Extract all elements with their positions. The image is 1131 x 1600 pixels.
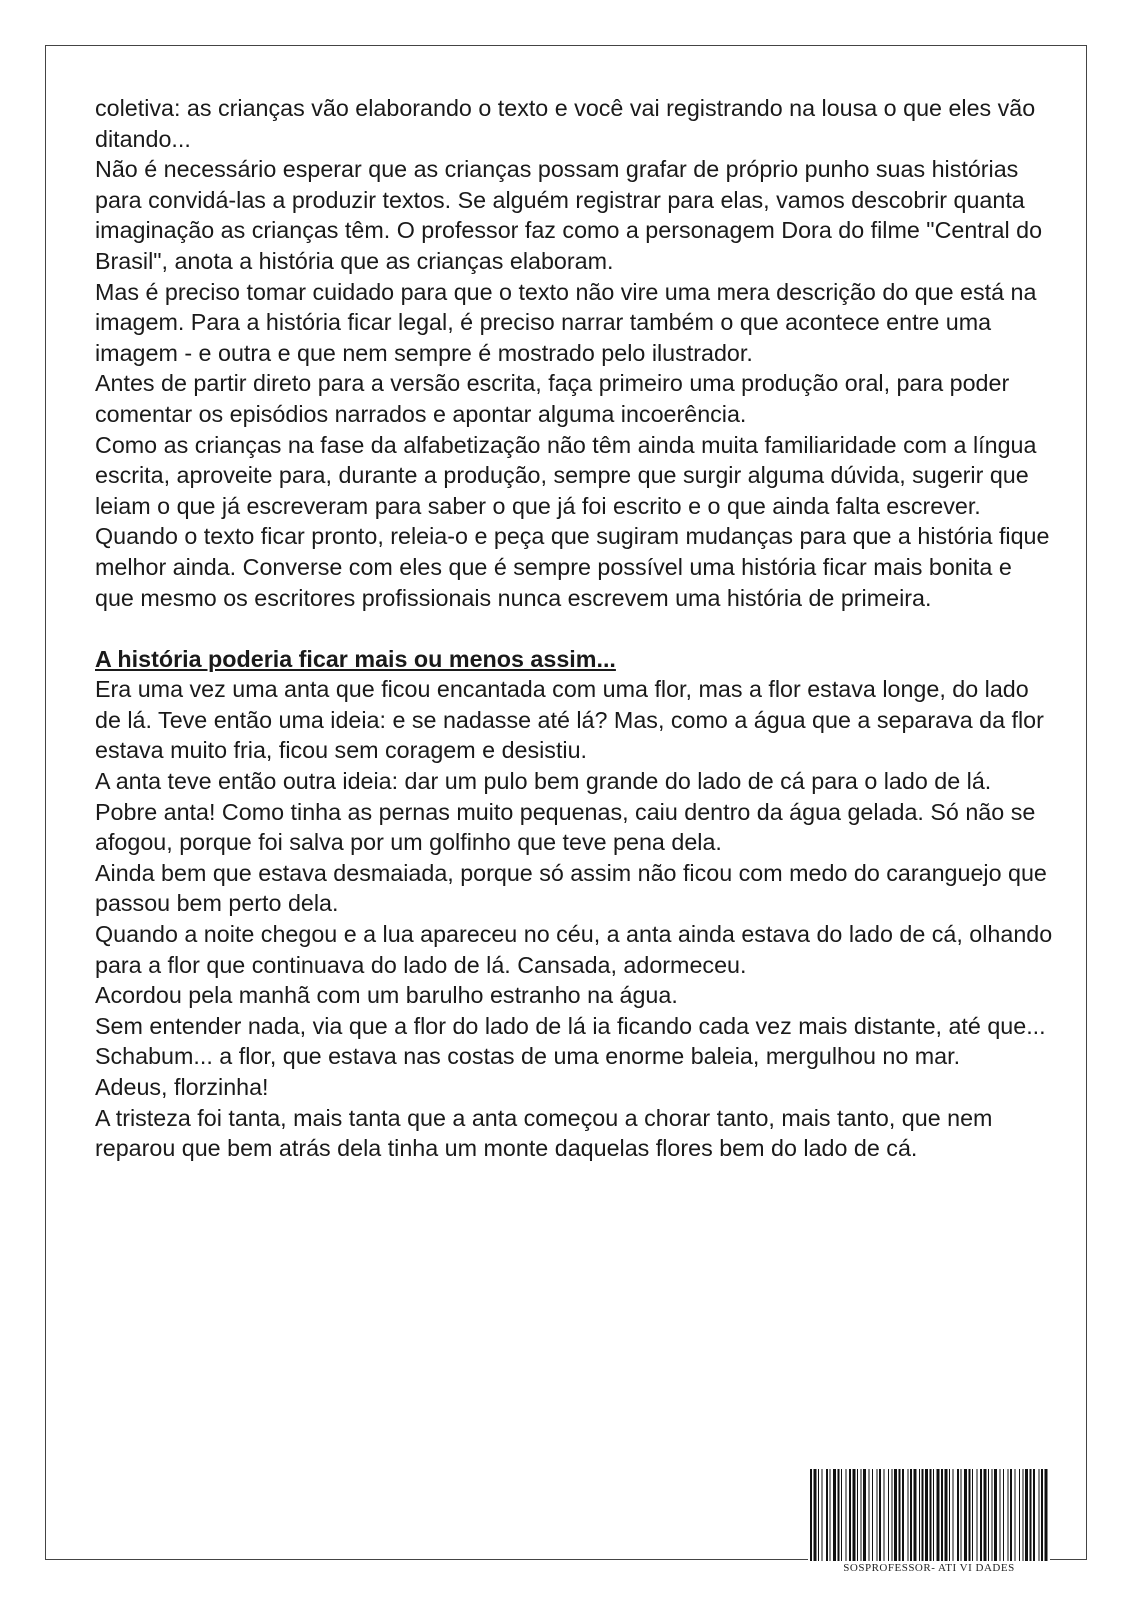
paragraph: coletiva: as crianças vão elaborando o texto e você vai registrando na lousa o que eles vão ditando... xyxy=(95,95,1036,152)
paragraph: Antes de partir direto para a versão escrita, faça primeiro uma produção oral, para poder comentar os episódios narrados e apontar alguma incoerência. xyxy=(95,370,1010,427)
spacer xyxy=(95,613,1055,644)
story-paragraph: Era uma vez uma anta que ficou encantada com uma flor, mas a flor estava longe, do lado de lá. Teve então uma ideia: e se nadasse até lá? Mas, como a água que a separava da flor estava muito fria, ficou sem coragem e desistiu. xyxy=(95,676,1044,764)
barcode-icon xyxy=(808,1469,1050,1561)
paragraph: Mas é preciso tomar cuidado para que o texto não vire uma mera descrição do que está na imagem. Para a história ficar legal, é preciso narrar também o que acontece entre uma imagem - e outra e que nem sempre é mostrado pelo ilustrador. xyxy=(95,278,1037,366)
barcode-caption: SOSPROFESSOR- ATI VI DADES xyxy=(843,1562,1015,1574)
story-paragraph: A tristeza foi tanta, mais tanta que a anta começou a chorar tanto, mais tanto, que nem reparou que bem atrás dela tinha um monte daquelas flores bem do lado de cá. xyxy=(95,1104,993,1162)
paragraph: Não é necessário esperar que as crianças possam grafar de próprio punho suas histórias para convidá-las a produzir textos. Se alguém registrar para elas, vamos descobrir quanta imaginação as crianças têm. O professor faz como a personagem Dora do filme "Central do Brasil", anota a história que as crianças elaboram. xyxy=(95,156,1043,274)
document-body xyxy=(95,93,1055,1164)
story-paragraph: A anta teve então outra ideia: dar um pulo bem grande do lado de cá para o lado de lá. xyxy=(95,768,992,795)
story-paragraph: Adeus, florzinha! xyxy=(95,1074,269,1100)
story-paragraph: Quando a noite chegou e a lua apareceu no céu, a anta ainda estava do lado de cá, olhando para a flor que continuava do lado de lá. Cansada, adormeceu. xyxy=(95,921,1053,978)
story-paragraph: Pobre anta! Como tinha as pernas muito pequenas, caiu dentro da água gelada. Só não se afogou, porque foi salva por um golfinho que teve pena dela. xyxy=(95,798,1036,856)
barcode xyxy=(808,1469,1050,1574)
paragraph: Quando o texto ficar pronto, releia-o e peça que sugiram mudanças para que a história fique melhor ainda. Converse com eles que é sempre possível uma história ficar mais bonita e que mesmo os escritores profissionais nunca escrevem uma história de primeira. xyxy=(95,523,1050,611)
story-paragraph: Sem entender nada, via que a flor do lado de lá ia ficando cada vez mais distante, até que... Schabum... a flor, que estava nas costas de uma enorme baleia, mergulhou no mar. xyxy=(95,1012,1046,1070)
story-paragraph: Ainda bem que estava desmaiada, porque só assim não ficou com medo do caranguejo que passou bem perto dela. xyxy=(95,859,1047,917)
story-paragraph: Acordou pela manhã com um barulho estranho na água. xyxy=(95,982,678,1009)
story-heading: A história poderia ficar mais ou menos assim... xyxy=(95,645,616,672)
paragraph: Como as crianças na fase da alfabetização não têm ainda muita familiaridade com a língua escrita, aproveite para, durante a produção, sempre que surgir alguma dúvida, sugerir que leiam o que já escreveram para saber o que já foi escrito e o que ainda falta escrever. xyxy=(95,431,1037,519)
